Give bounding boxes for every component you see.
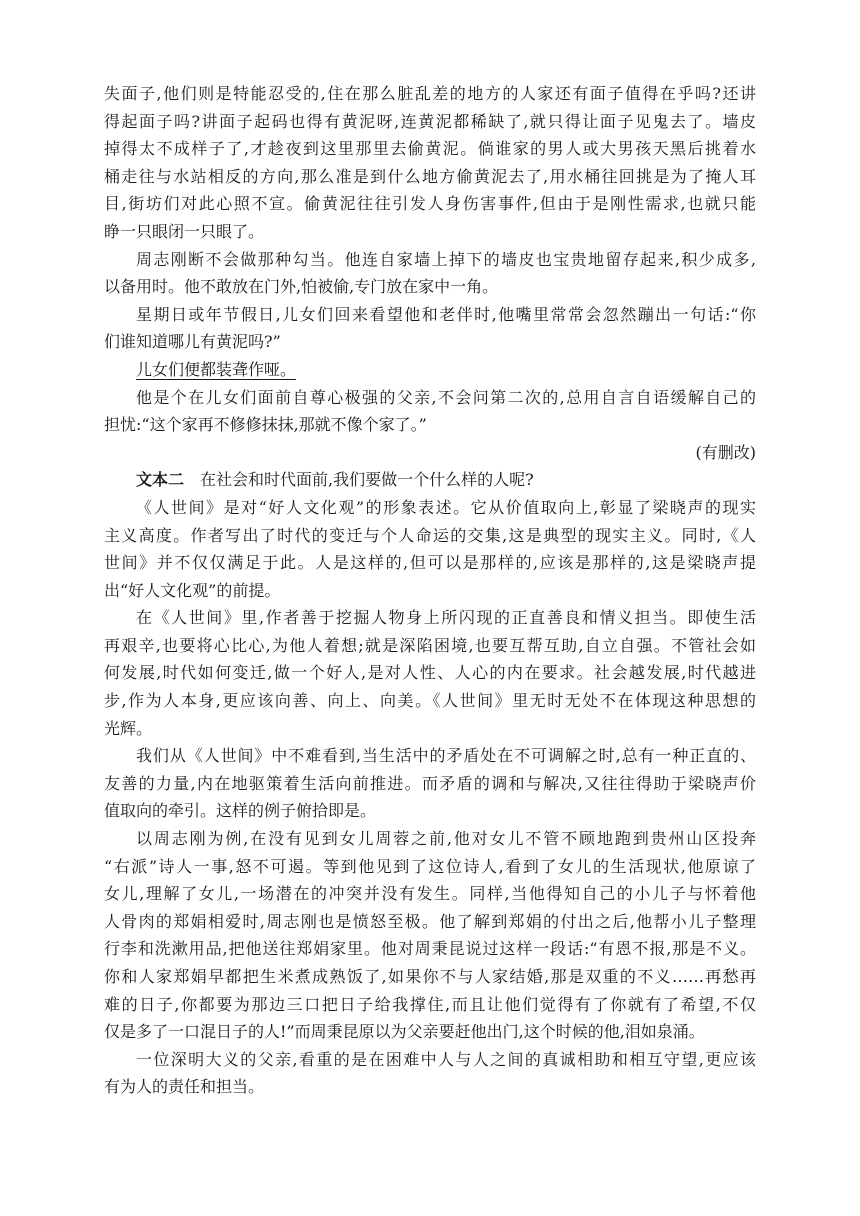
paragraph-continuation [104,80,756,246]
text-line: 在《人世间》里,作者善于挖掘人物身上所闪现的正直善良和情义担当。即使生活 [136,608,756,628]
text-line: “右派”诗人一事,怒不可遏。等到他见到了这位诗人,看到了女儿的生活现状,他原谅了 [104,856,756,876]
paragraph [104,742,756,825]
text-line: 星期日或年节假日,儿女们回来看望他和老伴时,他嘴里常常会忽然蹦出一句话:“你 [136,304,756,324]
text-line: 他是个在儿女们面前自尊心极强的父亲,不会问第二次的,总用自言自语缓解自己的 [136,387,756,407]
text-line: 有为人的责任和担当。 [104,1077,265,1097]
paragraph [104,301,756,356]
text-line: 再艰辛,也要将心比心,为他人着想;就是深陷困境,也要互帮互助,自立自强。不管社会如 [104,635,756,655]
text-line: 人骨肉的郑娟相爱时,周志刚也是愤怒至极。他了解到郑娟的付出之后,他帮小儿子整理 [104,911,756,931]
text-line: 友善的力量,内在地驱策着生活向前推进。而矛盾的调和与解决,又往往得助于梁晓声价 [104,773,756,793]
text-two-heading [104,466,756,494]
text-line: 我们从《人世间》中不难看到,当生活中的矛盾处在不可调解之时,总有一种正直的、 [136,746,756,766]
paragraph [104,825,756,1046]
text-line: 仅是多了一口混日子的人!”而周秉昆原以为父亲要赶他出门,这个时候的他,泪如泉涌。 [104,1022,705,1042]
text-line: 目,街坊们对此心照不宣。偷黄泥往往引发人身伤害事件,但由于是刚性需求,也就只能 [104,194,756,214]
text-line: 值取向的牵引。这样的例子俯拾即是。 [104,801,377,821]
text-two-question: 在社会和时代面前,我们要做一个什么样的人呢? [200,470,534,490]
paragraph [104,494,756,604]
paragraph [104,604,756,742]
text-line: 何发展,时代如何变迁,做一个好人,是对人性、人心的内在要求。社会越发展,时代越进 [104,663,756,683]
text-line [104,466,756,494]
text-line: 主义高度。作者写出了时代的变迁与个人命运的交集,这是典型的现实主义。同时,《人 [104,525,756,545]
text-line: 以周志刚为例,在没有见到女儿周蓉之前,他对女儿不管不顾地跑到贵州山区投奔 [136,829,756,849]
paragraph [104,384,756,439]
text-line: 桶走往与水站相反的方向,那么准是到什么地方偷黄泥去了,用水桶往回挑是为了掩人耳 [104,166,756,186]
text-line: 以备用时。他不敢放在门外,怕被偷,专门放在家中一角。 [104,277,499,297]
text-two-label: 文本二 [136,470,185,490]
paragraph [104,1046,756,1101]
text-line: 周志刚断不会做那种勾当。他连自家墙上掉下的墙皮也宝贵地留存起来,积少成多, [136,249,756,269]
paragraph-underlined [104,356,756,384]
text-line: 难的日子,你都要为那边三口把日子给我撑住,而且让他们觉得有了你就有了希望,不仅 [104,994,756,1014]
text-line: 世间》并不仅仅满足于此。人是这样的,但可以是那样的,应该是那样的,这是梁晓声提 [104,553,756,573]
paragraph [104,246,756,301]
text-line: 出“好人文化观”的前提。 [104,580,281,600]
text-line: 们谁知道哪儿有黄泥吗?” [104,332,281,352]
text-line: 一位深明大义的父亲,看重的是在困难中人与人之间的真诚相助和相互守望,更应该 [136,1049,756,1069]
text-line: 担忧:“这个家再不修修抹抹,那就不像个家了。” [104,415,427,435]
text-line: 光辉。 [104,718,153,738]
text-line: 女儿,理解了女儿,一场潜在的冲突并没有发生。同样,当他得知自己的小儿子与怀着他 [104,884,756,904]
text-line: 步,作为人本身,更应该向善、向上、向美。《人世间》里无时无处不在体现这种思想的 [104,691,756,711]
source-note: (有删改) [695,442,756,462]
text-line: 失面子,他们则是特能忍受的,住在那么脏乱差的地方的人家还有面子值得在乎吗?还讲 [104,84,756,103]
text-line: 《人世间》是对“好人文化观”的形象表述。它从价值取向上,彰显了梁晓声的现实 [136,497,756,517]
text-line: 睁一只眼闭一只眼了。 [104,221,265,241]
text-line: 得起面子吗?讲面子起码也得有黄泥呀,连黄泥都稀缺了,就只得让面子见鬼去了。墙皮 [104,111,756,131]
text-line: 掉得太不成样子了,才趁夜到这里那里去偷黄泥。倘谁家的男人或大男孩天黑后挑着水 [104,139,756,159]
document-body [104,80,756,1101]
text-line: 行李和洗漱用品,把他送往郑娟家里。他对周秉昆说过这样一段话:“有恩不报,那是不义。 [104,939,756,959]
underlined-sentence: 儿女们便都装聋作哑。 [136,359,297,379]
text-line [104,356,756,384]
text-line: 你和人家郑娟早都把生米煮成熟饭了,如果你不与人家结婚,那是双重的不义……再愁再 [104,967,756,986]
